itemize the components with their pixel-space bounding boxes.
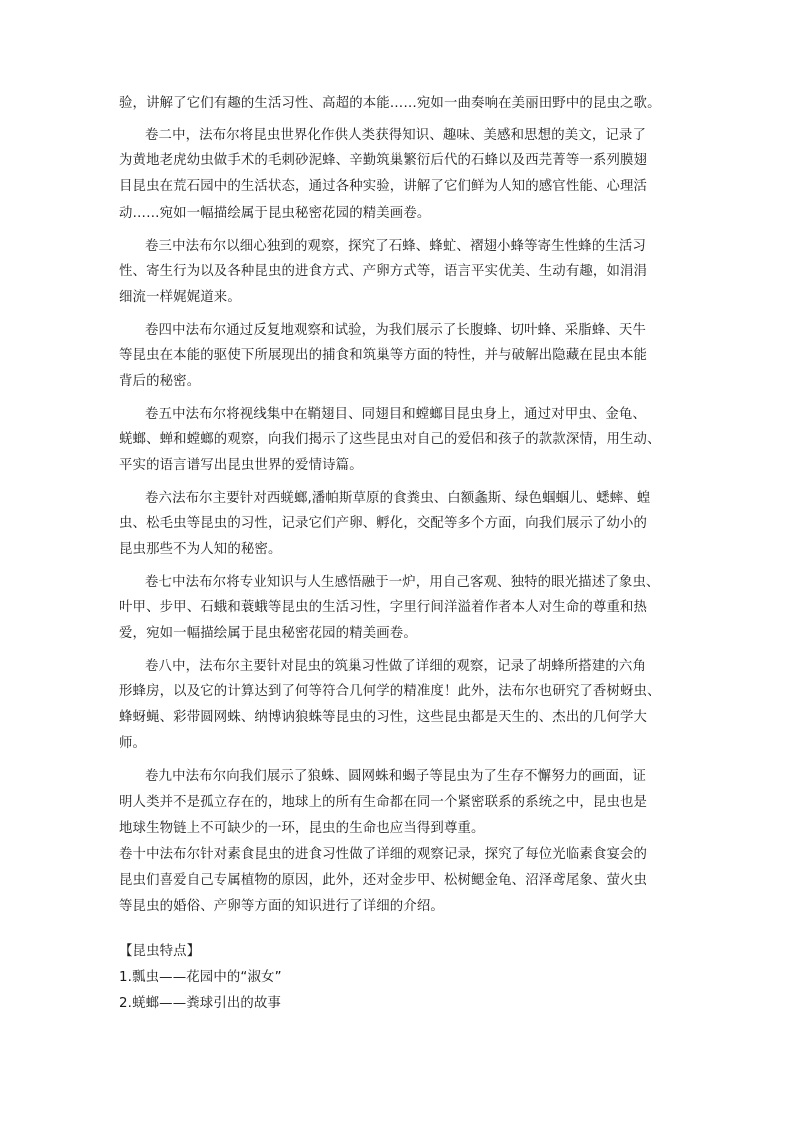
paragraph-line: 卷五中法布尔将视线集中在鞘翅目、同翅目和螳螂目昆虫身上，通过对甲虫、金龟、 (145, 407, 647, 422)
paragraph-line: 地球生物链上不可缺少的一环，昆虫的生命也应当得到尊重。 (119, 821, 485, 836)
list-item: 2.蜣螂——粪球引出的故事 (119, 996, 282, 1011)
paragraph-line: 卷三中法布尔以细心独到的观察，探究了石蜂、蜂虻、褶翅小蜂等寄生性蜂的生活习 (145, 239, 647, 254)
paragraph-line: 平实的语言谱写出昆虫世界的爱情诗篇。 (119, 458, 363, 473)
paragraph-line: 验，讲解了它们有趣的生活习性、高超的本能……宛如一曲奏响在美丽田野中的昆虫之歌。 (119, 96, 661, 111)
paragraph-line: 目昆虫在荒石园中的生活状态，通过各种实验，讲解了它们鲜为人知的感官性能、心理活 (119, 179, 648, 194)
paragraph-line: 为黄地老虎幼虫做手术的毛刺砂泥蜂、辛勤筑巢繁衍后代的石蜂以及西芫菁等一系列膜翅 (119, 153, 648, 168)
paragraph-line: 等昆虫在本能的驱使下所展现出的捕食和筑巢等方面的特性，并与破解出隐藏在昆虫本能 (119, 348, 648, 363)
paragraph-line: 等昆虫的婚俗、产卵等方面的知识进行了详细的介绍。 (119, 899, 444, 914)
paragraph-line: 卷八中，法布尔主要针对昆虫的筑巢习性做了详细的观察，记录了胡蜂所搭建的六角 (145, 659, 647, 674)
paragraph-line: 昆虫们喜爱自己专属植物的原因，此外，还对金步甲、松树鳃金龟、沼泽鸢尾象、萤火虫 (119, 873, 648, 888)
paragraph-line: 卷十中法布尔针对素食昆虫的进食习性做了详细的观察记录，探究了每位光临素食宴会的 (119, 847, 648, 862)
paragraph-line: 叶甲、步甲、石蛾和蓑蛾等昆虫的生活习性，字里行间洋溢着作者本人对生命的尊重和热 (119, 600, 648, 615)
paragraph-line: 蜂蚜蝇、彩带圆网蛛、纳博讷狼蛛等昆虫的习性，这些昆虫都是天生的、杰出的几何学大 (119, 710, 648, 725)
paragraph-line: 卷六法布尔主要针对西蜣螂,潘帕斯草原的食粪虫、白额螽斯、绿色蝈蝈儿、蟋蟀、蝗 (145, 491, 651, 506)
paragraph-line: 卷二中，法布尔将昆虫世界化作供人类获得知识、趣味、美感和思想的美文，记录了 (145, 128, 647, 143)
paragraph-line: 卷七中法布尔将专业知识与人生感悟融于一炉，用自己客观、独特的眼光描述了象虫、 (145, 575, 660, 590)
paragraph-line: 性、寄生行为以及各种昆虫的进食方式、产卵方式等，语言平实优美、生动有趣，如涓涓 (119, 264, 648, 279)
paragraph-line: 卷九中法布尔向我们展示了狼蛛、圆网蛛和蝎子等昆虫为了生存不懈努力的画面，证 (145, 769, 647, 784)
section-heading: 【昆虫特点】 (119, 944, 201, 959)
paragraph-line: 蜣螂、蝉和螳螂的观察，向我们揭示了这些昆虫对自己的爱侣和孩子的款款深情，用生动、 (119, 432, 661, 447)
paragraph-line: 虫、松毛虫等昆虫的习性，记录它们产卵、孵化，交配等多个方面，向我们展示了幼小的 (119, 516, 648, 531)
paragraph-line: 卷四中法布尔通过反复地观察和试验，为我们展示了长腹蜂、切叶蜂、采脂蜂、天牛 (145, 323, 647, 338)
paragraph-line: 昆虫那些不为人知的秘密。 (119, 542, 282, 557)
paragraph-line: 细流一样娓娓道来。 (119, 290, 241, 305)
paragraph-line: 师。 (119, 736, 147, 751)
paragraph-line: 爱，宛如一幅描绘属于昆虫秘密花园的精美画卷。 (119, 626, 417, 641)
list-item: 1.瓢虫——花园中的“淑女” (119, 970, 282, 985)
paragraph-line: 动……宛如一幅描绘属于昆虫秘密花园的精美画卷。 (119, 206, 431, 221)
paragraph-line: 明人类并不是孤立存在的，地球上的所有生命都在同一个紧密联系的系统之中，昆虫也是 (119, 795, 648, 810)
paragraph-line: 形蜂房，以及它的计算达到了何等符合几何学的精准度！此外，法布尔也研究了香树蚜虫、 (119, 684, 661, 699)
paragraph-line: 背后的秘密。 (119, 374, 201, 389)
